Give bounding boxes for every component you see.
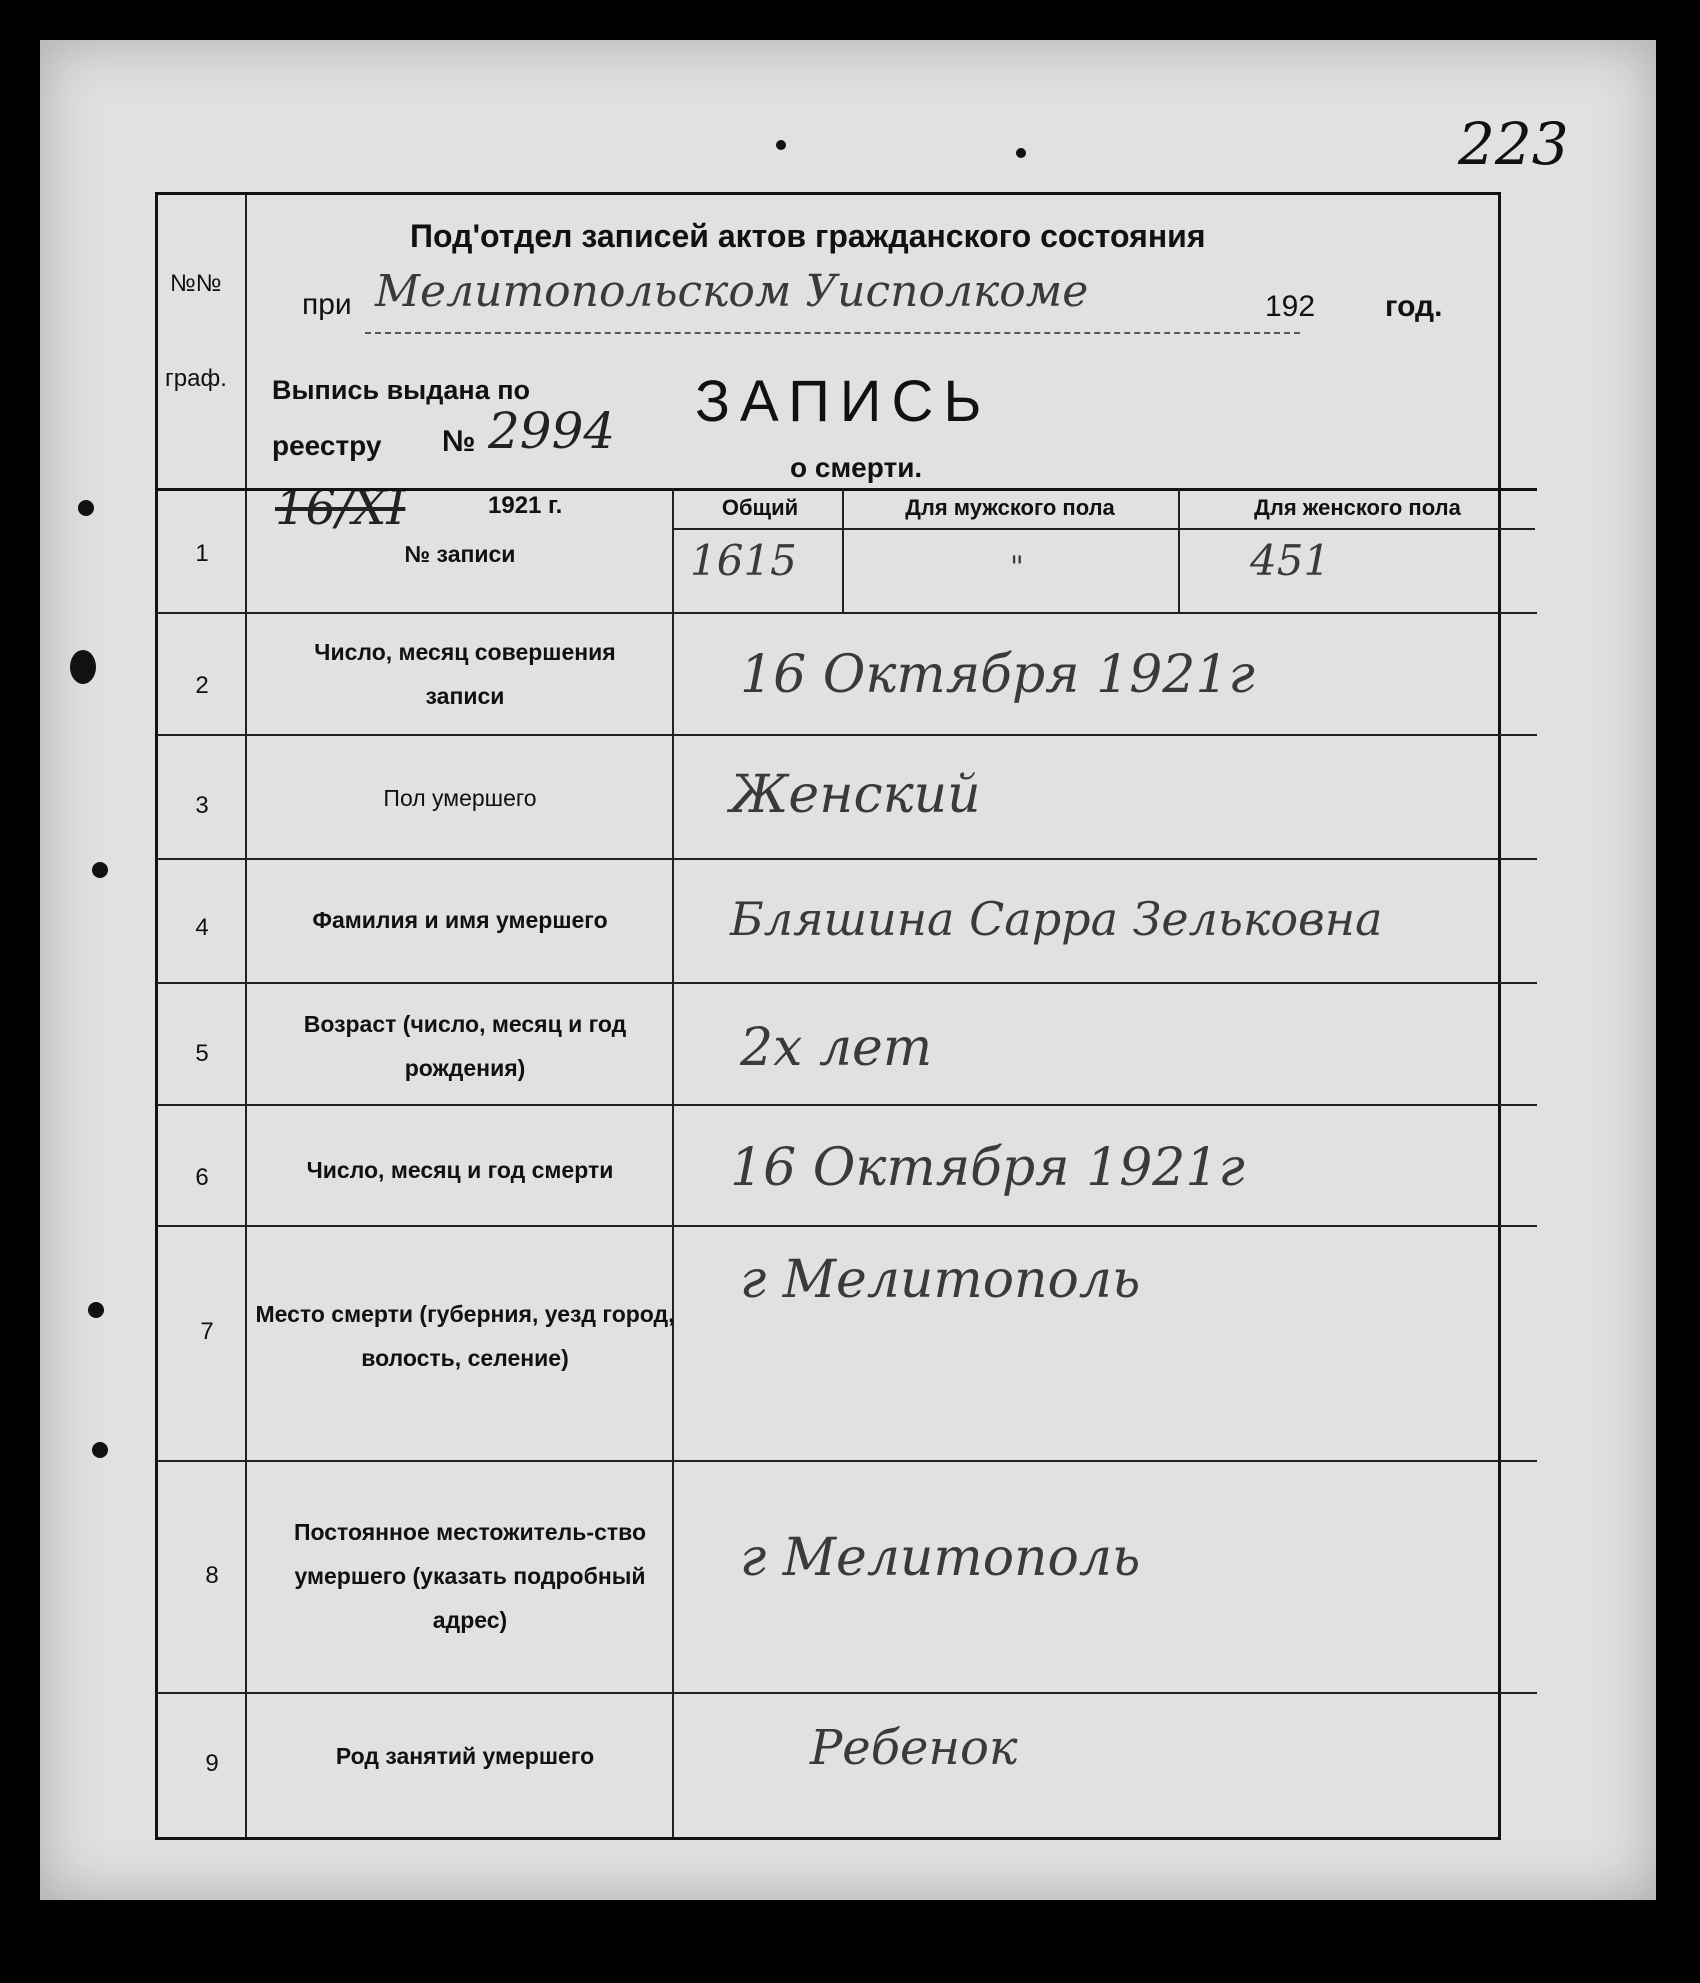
punch-hole <box>70 650 96 684</box>
year-printed: 192 <box>1265 290 1316 323</box>
vypis-year: 1921 г. <box>488 492 563 519</box>
punch-hole <box>1016 148 1026 158</box>
row-label: Постоянное местожитель-ство умершего (указать подробный адрес) <box>293 1519 647 1633</box>
punch-hole <box>88 1302 104 1318</box>
row-divider <box>157 1104 1537 1106</box>
row-value: 16 Октября 1921г <box>740 645 1255 705</box>
form-title: Под'отдел записей актов гражданского состояния <box>410 218 1206 254</box>
row-label: № записи <box>404 541 516 567</box>
row-value: Женский <box>730 765 981 825</box>
row-number: 9 <box>205 1750 219 1777</box>
year-suffix: год. <box>1385 290 1443 323</box>
pri-value: Мелитопольском Уисполкоме <box>375 266 1089 317</box>
col-header-total: Общий <box>721 495 799 520</box>
row-value: 2х лет <box>740 1018 933 1078</box>
vypis-line1: Выпись выдана по <box>272 375 531 405</box>
row-divider <box>157 1460 1537 1462</box>
vypis-reestr-label: реестру <box>272 430 382 461</box>
row-value: г Мелитополь <box>740 1528 1141 1588</box>
vypis-date: 16/XI <box>275 480 406 536</box>
row-label: Род занятий умершего <box>335 1743 595 1769</box>
pri-label: при <box>302 288 352 321</box>
row-divider <box>157 1692 1537 1694</box>
record-female-value: 451 <box>1250 536 1331 585</box>
row-number: 2 <box>195 672 209 699</box>
record-total-value: 1615 <box>690 536 797 585</box>
row-value: Ребенок <box>810 1720 1018 1776</box>
label-column-divider <box>672 488 674 1837</box>
row-divider <box>157 612 1537 614</box>
record-title: ЗАПИСЬ <box>695 369 992 434</box>
graf-column-divider <box>245 195 247 1837</box>
header-divider <box>157 488 1537 491</box>
row-number: 3 <box>195 792 209 819</box>
record-male-value: " <box>1010 550 1024 585</box>
punch-hole <box>92 862 108 878</box>
record-subtitle: о смерти. <box>790 452 923 483</box>
row-number: 1 <box>195 540 209 567</box>
punch-hole <box>92 1442 108 1458</box>
row-number: 5 <box>195 1040 209 1067</box>
row-label: Возраст (число, месяц и год рождения) <box>303 1011 627 1081</box>
row-value: г Мелитополь <box>740 1250 1141 1310</box>
row-number: 7 <box>200 1318 214 1345</box>
row-divider <box>157 982 1537 984</box>
row-label: Число, месяц и год смерти <box>306 1157 614 1183</box>
row-label: Место смерти (губерния, уезд город, волость, селение) <box>255 1301 675 1371</box>
document-sheet <box>40 40 1656 1900</box>
punch-hole <box>776 140 786 150</box>
row-value: 16 Октября 1921г <box>730 1138 1245 1198</box>
row-divider <box>157 858 1537 860</box>
col-divider-2 <box>1178 488 1180 612</box>
col-header-male: Для мужского пола <box>905 495 1115 520</box>
row-label: Число, месяц совершения записи <box>314 639 616 709</box>
graf-label: граф. <box>165 365 227 392</box>
row-divider <box>157 1225 1537 1227</box>
archive-page-number: 223 <box>1458 110 1569 178</box>
vypis-number-sign: № <box>442 425 476 458</box>
col-header-female: Для женского пола <box>1254 495 1461 520</box>
vypis-number: 2994 <box>488 402 616 460</box>
row-value: Бляшина Сарра Зельковна <box>730 892 1383 946</box>
punch-hole <box>78 500 94 516</box>
row-number: 8 <box>205 1562 219 1589</box>
row-number: 4 <box>195 914 209 941</box>
row-number: 6 <box>195 1164 209 1191</box>
row-divider <box>157 734 1537 736</box>
row-label: Фамилия и имя умершего <box>312 907 608 933</box>
col-header-divider <box>672 528 1535 530</box>
pri-underline <box>365 332 1300 334</box>
row-label: Пол умершего <box>383 785 537 811</box>
col-divider-1 <box>842 488 844 612</box>
nn-label: №№ <box>170 270 222 297</box>
